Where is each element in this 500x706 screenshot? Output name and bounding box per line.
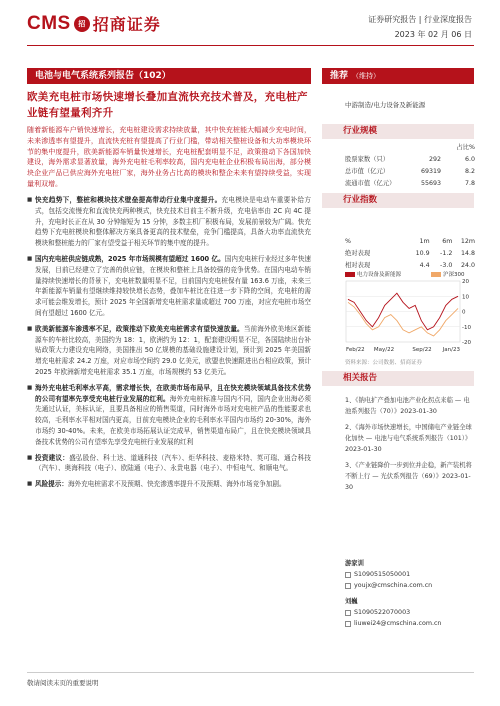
analyst-name: 游家训 xyxy=(345,560,364,567)
rating-value: 推荐 xyxy=(330,71,349,81)
legend-item xyxy=(431,270,465,278)
table-cell: 10.9 xyxy=(415,250,430,257)
email-icon xyxy=(345,621,351,627)
license-number: S1090522070003 xyxy=(354,609,411,616)
report-date: 2023 年 02 月 06 日 xyxy=(394,30,472,39)
logo-chinese-name: 招商证券 xyxy=(92,15,161,34)
logo-text: CMS xyxy=(27,12,71,34)
legend-label: 电力设备及新能源 xyxy=(357,272,402,278)
table-cell: 7.8 xyxy=(464,180,475,187)
table-cell: 8.2 xyxy=(464,168,475,175)
report-link[interactable]: 1、《钠电扩产叠加电池产业化拐点来临 — 电池系列报告（70）》2023-01-30 xyxy=(345,397,470,415)
footer-note: 敬请阅读末页的重要说明 xyxy=(27,679,99,687)
table-cell: 55693 xyxy=(420,180,441,187)
bullet-item xyxy=(27,383,311,448)
y-tick-label: 0 xyxy=(462,309,466,316)
bullet-title: 国内充电桩供应链成熟，2025 年市场规模有望超过 1600 亿。 xyxy=(35,254,225,263)
analysts xyxy=(345,558,475,634)
y-tick-label: -10 xyxy=(462,324,471,331)
table-header-row xyxy=(345,142,475,154)
table-cell: 绝对表现 xyxy=(345,250,371,257)
x-tick-label: Jan/23 xyxy=(442,347,460,353)
bullet-item xyxy=(27,453,311,475)
table-cell: 4.4 xyxy=(419,262,430,269)
analyst-license xyxy=(345,607,475,618)
y-tick-label: -20 xyxy=(462,340,471,346)
email-address[interactable]: youjx@cmschina.com.cn xyxy=(354,582,433,589)
section-related-reports: 相关报告 xyxy=(322,371,474,386)
table-cell: 股票家数（只） xyxy=(345,156,390,163)
email-address[interactable]: liuwei24@cmschina.com.cn xyxy=(354,620,442,627)
key-points xyxy=(27,195,311,495)
bullet-title: 欧美新能源车渗透率不足，政策推动下欧美充电桩需求有望快速放量。 xyxy=(35,324,244,333)
report-link[interactable]: 2、《海外市场快速增长，中国储电产业链全球化加快 — 电池与电气系统系列报告（101）》2023-01-30 xyxy=(345,424,472,453)
column-header: % xyxy=(345,238,351,245)
legend-item xyxy=(345,270,401,278)
email-icon xyxy=(345,583,351,589)
table-row xyxy=(345,166,475,178)
rating-sub: （维持） xyxy=(352,72,381,80)
table-row xyxy=(345,248,475,260)
column-header: 1m xyxy=(419,238,430,245)
table-cell: -3.0 xyxy=(440,262,453,269)
column-header: 6m xyxy=(442,238,453,245)
x-tick-label: Sep/22 xyxy=(412,347,432,353)
brand-logo xyxy=(27,12,161,35)
analyst-license xyxy=(345,569,475,580)
table-cell: 292 xyxy=(428,156,441,163)
x-tick-label: Feb/22 xyxy=(346,347,365,353)
bullet-text: 充电模块是电动车重要补给方式，包括交流慢充和直流快充两种模式，快充技术目前主不断升级，充电倍率由 2C 向 4C 提升，充电时长正在从 30 分钟缩短为 15 分钟，多数主机厂积极布局，发展前景较为广阔。快充趋势下充电桩模块和整体解决方案具备更高的技术壁垒，竞争门槛提高，具备大功率直流快充模块和整桩能力的厂家有望受益于相关环节的集中度的提升。 xyxy=(35,196,312,248)
pct-header: 占比% xyxy=(456,144,475,151)
bullet-item xyxy=(27,195,311,249)
footer-divider xyxy=(27,672,474,673)
table-cell: 流通市值（亿元） xyxy=(345,180,396,187)
related-reports xyxy=(345,395,475,498)
table-cell: 69319 xyxy=(420,168,441,175)
chart-legend xyxy=(345,270,465,278)
y-tick-label: 20 xyxy=(462,279,469,285)
industry-index-chart xyxy=(340,278,474,356)
license-icon xyxy=(345,610,351,616)
series-title: 电池与电气系统系列报告（102） xyxy=(27,68,311,84)
table-cell: 14.8 xyxy=(460,250,476,257)
table-row xyxy=(345,178,475,190)
logo-badge-icon: 招 xyxy=(74,16,90,32)
table-cell: 6.0 xyxy=(464,156,475,163)
analyst-email[interactable] xyxy=(345,618,475,629)
report-summary: 随着新能源车户销快速增长，充电桩建设需求持续放量，其中快充桩能大幅减少充电时间，未来渗透率有望提升，直流快充桩有望提高了行业门槛，带动相关整桩设备和大功率模块环节的集中度提升，欧美新能源车销量快速增长，充电桩配套明显不足，政策推动下各国加快建设，海外需求显著放量，海外充电桩毛利率较高，国内充电桩企业积极布局出海，部分模块企业产品已供应海外充电桩厂家，海外业务占比高的模块和整企未来有望持续受益，实现量利双增。 xyxy=(27,126,311,188)
report-type: 证券研究报告 | 行业深度报告 xyxy=(368,15,472,24)
bullet-title: 海外充电桩毛利率水平高，需求增长快，在欧美市场布局早，且在快充模块领域具备技术优势的公司有望率先享受充电桩行业发展的红利。 xyxy=(35,383,311,403)
legend-swatch xyxy=(345,272,355,277)
bullet-title: 快充趋势下，整桩和模块技术壁垒提高带动行业集中度提升。 xyxy=(35,196,222,204)
series-line xyxy=(348,302,458,336)
report-link[interactable]: 3、《产业链降价一步到位并企稳，新产装机将不断上行 — 光伏系列报告（69）》2023-01-30 xyxy=(345,462,472,491)
table-cell: -1.2 xyxy=(440,250,453,257)
analyst-email[interactable] xyxy=(345,580,475,591)
y-tick-label: 10 xyxy=(462,294,469,301)
bullet-item xyxy=(27,324,311,378)
bullet-title: 风险提示： xyxy=(35,480,68,489)
column-header: 12m xyxy=(460,238,476,245)
x-tick-label: May/22 xyxy=(373,347,395,353)
bullet-text: 当前海外欧美地区新能源车的车桩比较高，美国约为 18：1，欧洲约为 12：1，配套建设明显不足，各国陆续出台补贴政策大力建设充电网络，美国推出 50 亿规模的基础设施建设计划，预计到 2025 年美国新增充电桩需求 24.2 万座，对应市场空间约 29.0 亿美元，欧盟也快速跟进出台相应政策，预计 2025 年欧洲新增充电桩需求 35.1 万座，市场规模约 53 亿美元。 xyxy=(35,324,312,376)
industry-index-table xyxy=(345,236,475,272)
license-number: S1090515050001 xyxy=(354,571,411,578)
report-meta xyxy=(368,12,472,42)
table-cell: 24.0 xyxy=(460,262,476,269)
rating-badge xyxy=(322,68,474,84)
table-cell: 总市值（亿元） xyxy=(345,168,390,175)
header-divider xyxy=(27,45,474,46)
industry-label: 中游制造/电力设备及新能源 xyxy=(345,101,426,109)
analyst-block xyxy=(345,558,475,591)
analyst-name: 刘巍 xyxy=(345,598,358,605)
section-industry-scale: 行业规模 xyxy=(322,124,474,139)
legend-swatch xyxy=(431,272,441,277)
bullet-text: 海外充电桩需求不及预期、快充渗透率提升不及预期、海外市场竞争加剧。 xyxy=(67,480,286,489)
table-cell: 相对表现 xyxy=(345,262,371,269)
legend-label: 沪深300 xyxy=(443,272,465,278)
bullet-item xyxy=(27,479,311,490)
bullet-title: 投资建议： xyxy=(35,453,70,462)
bullet-text: 海外充电桩标准与国内不同，国内企业出海必须先通过认证，美标认证，且要具备相应的销售渠道，同时海外市场对充电桩产品的性能要求也较高，毛利率水平相对国内更高，目前充电模块企业的毛利率水平国内市场约 20-30%，海外市场约 30-40%。未来，在欧美市场拓展认证完成早，销售渠道布局广，且在快充模块领域具备技术优势的公司有望率先享受充电桩行业发展的红利 xyxy=(35,394,311,446)
analyst-block xyxy=(345,596,475,629)
bullet-text: 盛弘股份、科士达、道通科技（汽车）、炬华科技、麦格米特、英可瑞、通合科技（汽车）、奥海科技（电子）、欧陆通（电子）、永贵电器（电子）、中恒电气、和顺电气。 xyxy=(35,453,312,473)
table-row xyxy=(345,154,475,166)
index-header-row xyxy=(345,236,475,248)
chart-source: 资料来源：公司数据、招商证券 xyxy=(345,360,423,366)
license-icon xyxy=(345,572,351,578)
section-industry-index: 行业指数 xyxy=(322,193,474,208)
report-headline: 欧美充电桩市场快速增长叠加直流快充技术普及，充电桩产业链有望量利齐升 xyxy=(27,91,308,119)
industry-scale-table xyxy=(345,142,475,190)
bullet-item xyxy=(27,254,311,319)
bullet-text: 国内充电桩行业经过多年快速发展，目前已经建立了完善的供应链，在模块和整桩上具备较强的竞争优势。在国内电动车销量持续快速增长的背景下，充电桩数量明显不足，目前国内充电桩保有量 163.6 万座，未来三年新能源车销量有望继续维持较快增长态势，叠加车桩比在往进一步下降的空间，充电桩的需求可能会维发增长，预计 2025 年全国新增充电桩需求量或超过 700 万座，对应充电桩市场空间有望超过 1600 亿元。 xyxy=(35,254,311,317)
